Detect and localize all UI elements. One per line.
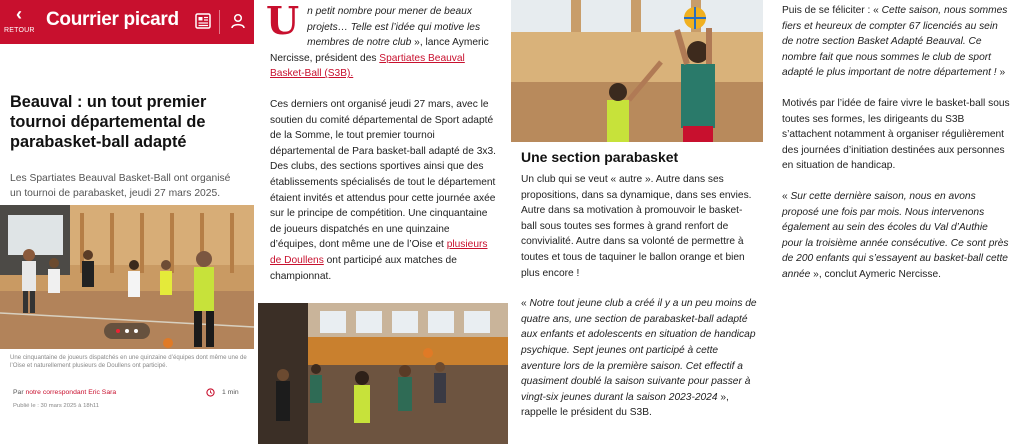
article-body	[258, 0, 508, 284]
quote-close: »	[996, 67, 1006, 79]
paragraph-text: ont participé aux matches de championnat.	[270, 254, 457, 282]
article-photo[interactable]	[511, 0, 763, 142]
article-body-panel-2	[511, 0, 763, 444]
quote-paragraph	[782, 3, 1010, 81]
carousel-dot-active[interactable]	[116, 329, 120, 333]
quote-text: Sur cette dernière saison, nous en avons proposé une fois par mois. Nous intervenons également au sein des écoles du Val d’Authie pour la troisième année consécutive. Ce sont près de 200 enfants qui s’essayent au basket-ball cette année	[782, 190, 1009, 280]
article-lede: Les Spartiates Beauval Basket-Ball ont organisé un tournoi de parabasket, jeudi 27 mars 2025.	[10, 173, 231, 199]
carousel-indicator[interactable]	[104, 323, 150, 339]
article-photo[interactable]	[258, 303, 508, 444]
chevron-left-icon: ‹	[16, 4, 22, 24]
byline-prefix: Par	[13, 389, 26, 396]
photo-caption: Une cinquantaine de joueurs dispatchés en une quinzaine d’équipes dont même une de l’Oise et naturellement plusieurs de Doullens ont participé.	[10, 354, 247, 370]
club-link[interactable]: Spartiates Beauval Basket-Ball (S3B).	[270, 52, 465, 80]
paragraph-text: Ces derniers ont organisé jeudi 27 mars, avec le soutien du comité départemental de Sport adapté de la Somme, le tout premier tournoi départemental de Para basket-ball adapté de 3x3. Des clubs, des sections sportives ainsi que des établissements spécialisés de tout le département étaient invités et attendus pour cette journée axée sur le principe de compétition. Une cinquantaine de joueurs dispatchés en une quinzaine d’équipes, dont même une de l’Oise et	[270, 98, 496, 251]
paragraph-text: », rappelle le président du S3B.	[521, 391, 729, 419]
article-title: Beauval : un tout premier tournoi départemental de parabasket-ball adapté	[10, 93, 207, 151]
read-time: 1 min	[222, 389, 239, 396]
drop-cap: U	[266, 0, 300, 43]
doullens-link[interactable]: plusieurs de Doullens	[270, 239, 488, 266]
quote-paragraph	[782, 189, 1010, 283]
user-icon[interactable]	[229, 12, 247, 30]
article-body	[767, 0, 1024, 283]
paragraph-text: Puis de se féliciter : «	[782, 5, 882, 16]
paragraph: Un club qui se veut « autre ». Autre dans ses propositions, dans sa dynamique, dans ses envies. Autre dans sa motivation à promouvoir le basket-ball sous toutes ses formes à grand renfort de convivialité. Autre dans sa volonté de permettre à toutes et tous de taquiner le ballon orange et bien plus encore !	[521, 174, 752, 279]
brand-logo[interactable]: Courrier picard	[46, 9, 179, 30]
clock-icon	[206, 388, 215, 397]
quote-paragraph	[521, 296, 757, 421]
carousel-dot[interactable]	[125, 329, 129, 333]
quote-open: «	[782, 190, 791, 202]
article-body-panel-1	[258, 0, 508, 444]
basket-shot-photo	[511, 0, 763, 142]
paragraph: Motivés par l’idée de faire vivre le basket-ball sous toutes ses formes, les dirigeants du S3B s’attachent notamment à organiser régulièrement des journées d’initiation destinées aux personnes en situation de handicap.	[782, 97, 1010, 172]
section-heading: Une section parabasket	[521, 149, 679, 165]
paragraph	[270, 97, 496, 284]
paragraph-text: », lance Aymeric Nercisse, président des	[270, 37, 489, 64]
article-body	[521, 172, 757, 436]
author-link[interactable]: notre correspondant Eric Sara	[25, 389, 117, 396]
quote-open: «	[521, 298, 530, 310]
article-header-panel	[0, 0, 254, 444]
back-button[interactable]	[4, 6, 34, 34]
paragraph-text: », conclut Aymeric Nercisse.	[810, 268, 941, 280]
quote-text: n petit nombre pour mener de beaux projets… Telle est l’idée qui motive les membres de notre club	[307, 6, 481, 49]
article-body-panel-3	[767, 0, 1024, 444]
byline	[13, 389, 116, 396]
carousel-dot[interactable]	[134, 329, 138, 333]
top-bar	[0, 0, 254, 44]
publish-date: Publié le : 30 mars 2025 à 18h11	[13, 403, 100, 409]
quote-text: Cette saison, nous sommes fiers et heureux de compter 67 licenciés au sein de notre section Basket Adapté Beauval. Ce nombre fait que nous sommes le club de sport adapté le plus important de notre département !	[782, 5, 1008, 79]
header-divider	[219, 10, 220, 34]
back-label: RETOUR	[4, 27, 35, 34]
quote-text: Notre tout jeune club a créé il y a un peu moins de quatre ans, une section de parabasket-ball adapté aux enfants et adolescents en situation de handicap psychique. Sept jeunes ont participé à cette aventure lors de la première saison. Cet effectif a quasiment doublé la saison suivante pour passer à vingt-six jeunes durant la saison 2023-2024	[521, 298, 757, 403]
intro-paragraph	[266, 0, 496, 82]
newspaper-icon[interactable]	[194, 12, 212, 30]
article-photo-carousel[interactable]	[0, 205, 254, 349]
gym-photo	[258, 303, 508, 444]
